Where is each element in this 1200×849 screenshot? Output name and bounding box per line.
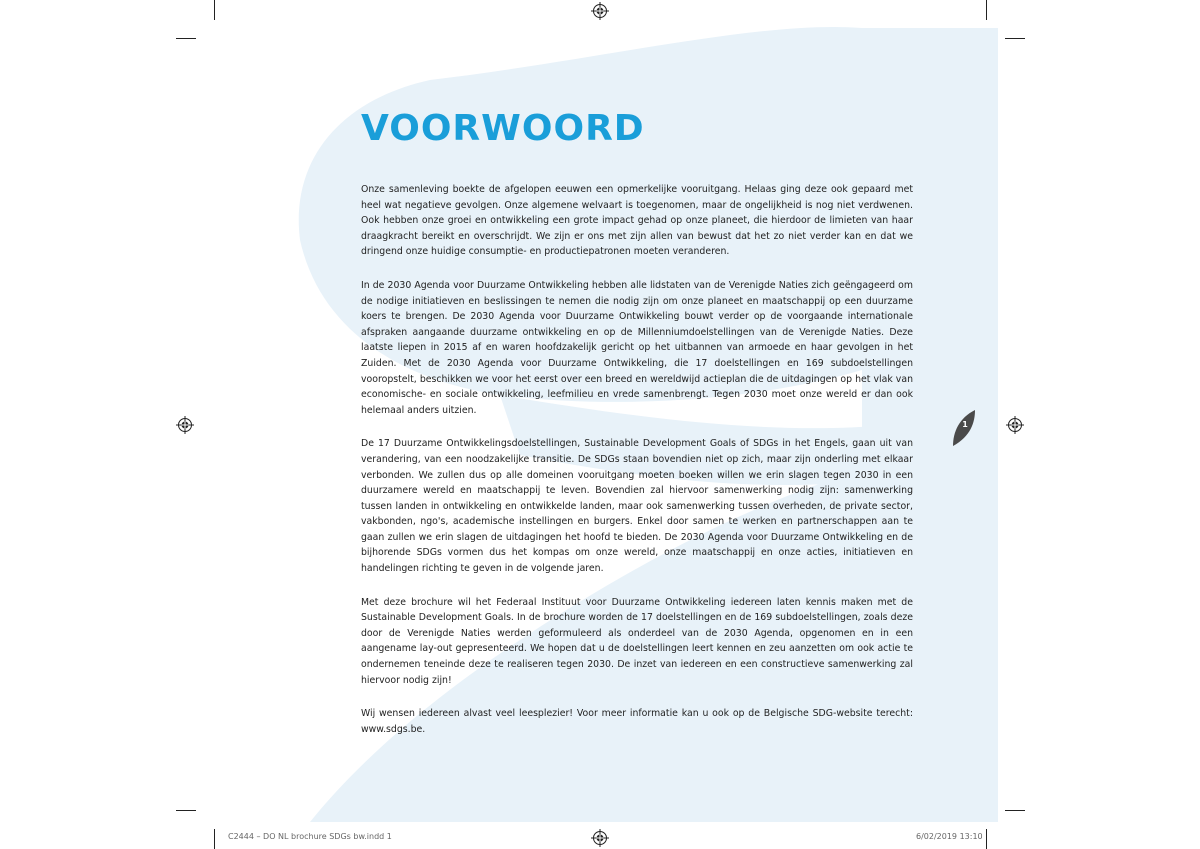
- registration-mark-icon: [176, 416, 194, 434]
- crop-mark-icon: [176, 810, 196, 811]
- crop-mark-icon: [1005, 810, 1025, 811]
- paragraph: In de 2030 Agenda voor Duurzame Ontwikkeling hebben alle lidstaten van de Verenigde Naties zich geëngageerd om de nodige initiatieven en beslissingen te nemen die nodig zijn om onze planeet en maatschappij op een duurzame koers te brengen. De 2030 Agenda voor Duurzame Ontwikkeling bouwt verder op de voorgaande internationale afspraken aangaande duurzame ontwikkeling en op de Millenniumdoelstellingen van de Verenigde Naties. Deze laatste liepen in 2015 af en waren hoofdzakelijk gericht op het uitbannen van armoede en haar gevolgen in het Zuiden. Met de 2030 Agenda voor Duurzame Ontwikkeling, die 17 doelstellingen en 169 subdoelstellingen vooropstelt, beschikken we voor het eerst over een breed en wereldwijd actieplan die de uitdagingen op het vlak van economische- en sociale ontwikkeling, leefmilieu en vrede samenbrengt. Tegen 2030 moet onze wereld er dan ook helemaal anders uitzien.: [361, 279, 913, 416]
- paragraph: De 17 Duurzame Ontwikkelingsdoelstellingen, Sustainable Development Goals of SDGs in het Engels, gaan uit van verandering, van een noodzakelijke transitie. De SDGs staan bovendien niet op zich, maar zijn onderling met elkaar verbonden. We zullen dus op alle domeinen vooruitgang moeten boeken willen we erin slagen tegen 2030 in een duurzamere wereld en maatschappij te leven. Bovendien zal hiervoor samenwerking nodig zijn: samenwerking tussen landen in ontwikkeling en ontwikkelde landen, maar ook samenwerking tussen overheden, de private sector, vakbonden, ngo's, academische instellingen en burgers. Enkel door samen te werken en partnerschappen aan te gaan zullen we erin slagen de uitdagingen het hoofd te bieden. De 2030 Agenda voor Duurzame Ontwikkeling en de bijhorende SDGs vormen dus het kompas om onze wereld, onze maatschappij en onze acties, initiatieven en handelingen richting te geven in de volgende jaren.: [361, 438, 913, 575]
- crop-mark-icon: [986, 829, 987, 849]
- registration-mark-icon: [1006, 416, 1024, 434]
- page-number: 1: [962, 420, 968, 429]
- crop-mark-icon: [214, 0, 215, 20]
- crop-mark-icon: [176, 38, 196, 39]
- slug-file-info: C2444 – DO NL brochure SDGs bw.indd 1: [228, 832, 392, 841]
- crop-mark-icon: [1005, 38, 1025, 39]
- paragraph: Wij wensen iedereen alvast veel leesplezier! Voor meer informatie kan u ook op de Belgische SDG-website terecht: www.sdgs.be.: [361, 708, 913, 735]
- paragraph: Met deze brochure wil het Federaal Instituut voor Duurzame Ontwikkeling iedereen laten kennis maken met de Sustainable Development Goals. In de brochure worden de 17 doelstellingen en de 169 subdoelstellingen, zoals deze door de Verenigde Naties werden geformuleerd als onderdeel van de 2030 Agenda, opgenomen en in een aangename lay-out gepresenteerd. We hopen dat u de doelstellingen leert kennen en zeu aanzetten om ook actie te ondernemen teneinde deze te realiseren tegen 2030. De inzet van iedereen en een constructieve samenwerking zal hiervoor nodig zijn!: [361, 596, 913, 686]
- registration-mark-icon: [591, 2, 609, 20]
- crop-mark-icon: [214, 829, 215, 849]
- crop-mark-icon: [986, 0, 987, 20]
- body-text: [361, 182, 913, 755]
- paragraph: Onze samenleving boekte de afgelopen eeuwen een opmerkelijke vooruitgang. Helaas ging deze ook gepaard met heel wat negatieve gevolgen. Onze algemene welvaart is toegenomen, maar de ongelijkheid is nog niet verdwenen. Ook hebben onze groei en ontwikkeling een grote impact gehad op onze planeet, die hierdoor de limieten van haar draagkracht bereikt en overschrijdt. We zijn er ons met zijn allen van bewust dat het zo niet verder kan en dat we dringend onze huidige consumptie- en productiepatronen moeten veranderen.: [361, 184, 913, 258]
- page-title: VOORWOORD: [361, 108, 645, 149]
- slug-date-info: 6/02/2019 13:10: [916, 832, 983, 841]
- registration-mark-icon: [591, 829, 609, 847]
